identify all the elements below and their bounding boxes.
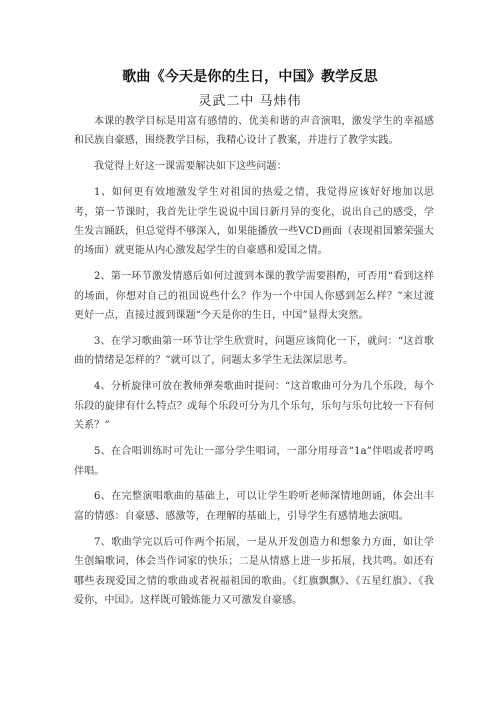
paragraph-point-2: 2、第一环节激发情感后如何过渡到本课的教学需要斟酌，可否用“看到这样的场面，你想对自己的祖国说些什么？作为一个中国人你感到怎么样？”来过渡更好一点，直接过渡到课题“今天是你的生日，中国”显得太突然。 (74, 271, 434, 322)
paragraph-point-5: 5、在合唱训练时可先让一部分学生唱词，一部分用母音“1a”伴唱或者哼鸣伴唱。 (74, 446, 434, 477)
paragraph-point-6: 6、在完整演唱歌曲的基础上，可以让学生聆听老师深情地朗诵，体会出丰富的情感：自豪感、感激等，在理解的基础上，引导学生有感情地去演唱。 (74, 491, 434, 522)
paragraph-point-4: 4、分析旋律可放在教师弹奏歌曲时提问：“这首歌曲可分为几个乐段，每个乐段的旋律有什么特点？或每个乐段可分为几个乐句，乐句与乐句比较一下有何关系？” (74, 381, 434, 432)
paragraph-questions-lead: 我觉得上好这一课需要解决如下这些问题： (94, 161, 287, 173)
document-author: 灵武二中 马炜伟 (198, 94, 302, 109)
paragraph-point-7: 7、歌曲学完以后可作两个拓展，一是从开发创造力和想象力方面，如让学生创编歌词，体会当作词家的快乐；二是从情感上进一步拓展，找共鸣。如还有哪些表现爱国之情的歌曲或者祝福祖国的歌曲。《红旗飘飘》、《五星红旗》、《我爱你，中国》。这样既可锻炼能力又可激发自豪感。 (74, 536, 434, 606)
document-body (74, 112, 434, 617)
document-title: 歌曲《今天是你的生日，中国》教学反思 (122, 69, 378, 85)
paragraph-point-1: 1、如何更有效地激发学生对祖国的热爱之情，我觉得应该好好地加以思考，第一节课时，我首先让学生说说中国日新月异的变化，说出自己的感受，学生发言踊跃，但总觉得不够深入，如果能播放一些VCD画面（表现祖国繁荣强大的场面）就更能从内心激发起学生的自豪感和爱国之情。 (74, 187, 434, 257)
paragraph-intro: 本课的教学目标是用富有感情的、优美和谐的声音演唱，激发学生的幸福感和民族自豪感，围绕教学目标，我精心设计了教案，并进行了教学实践。 (74, 116, 434, 147)
paragraph-point-3: 3、在学习歌曲第一环节让学生欣赏时，问题应该简化一下，就问：“这首歌曲的情绪是怎样的？”就可以了，问题太多学生无法深层思考。 (74, 336, 434, 367)
